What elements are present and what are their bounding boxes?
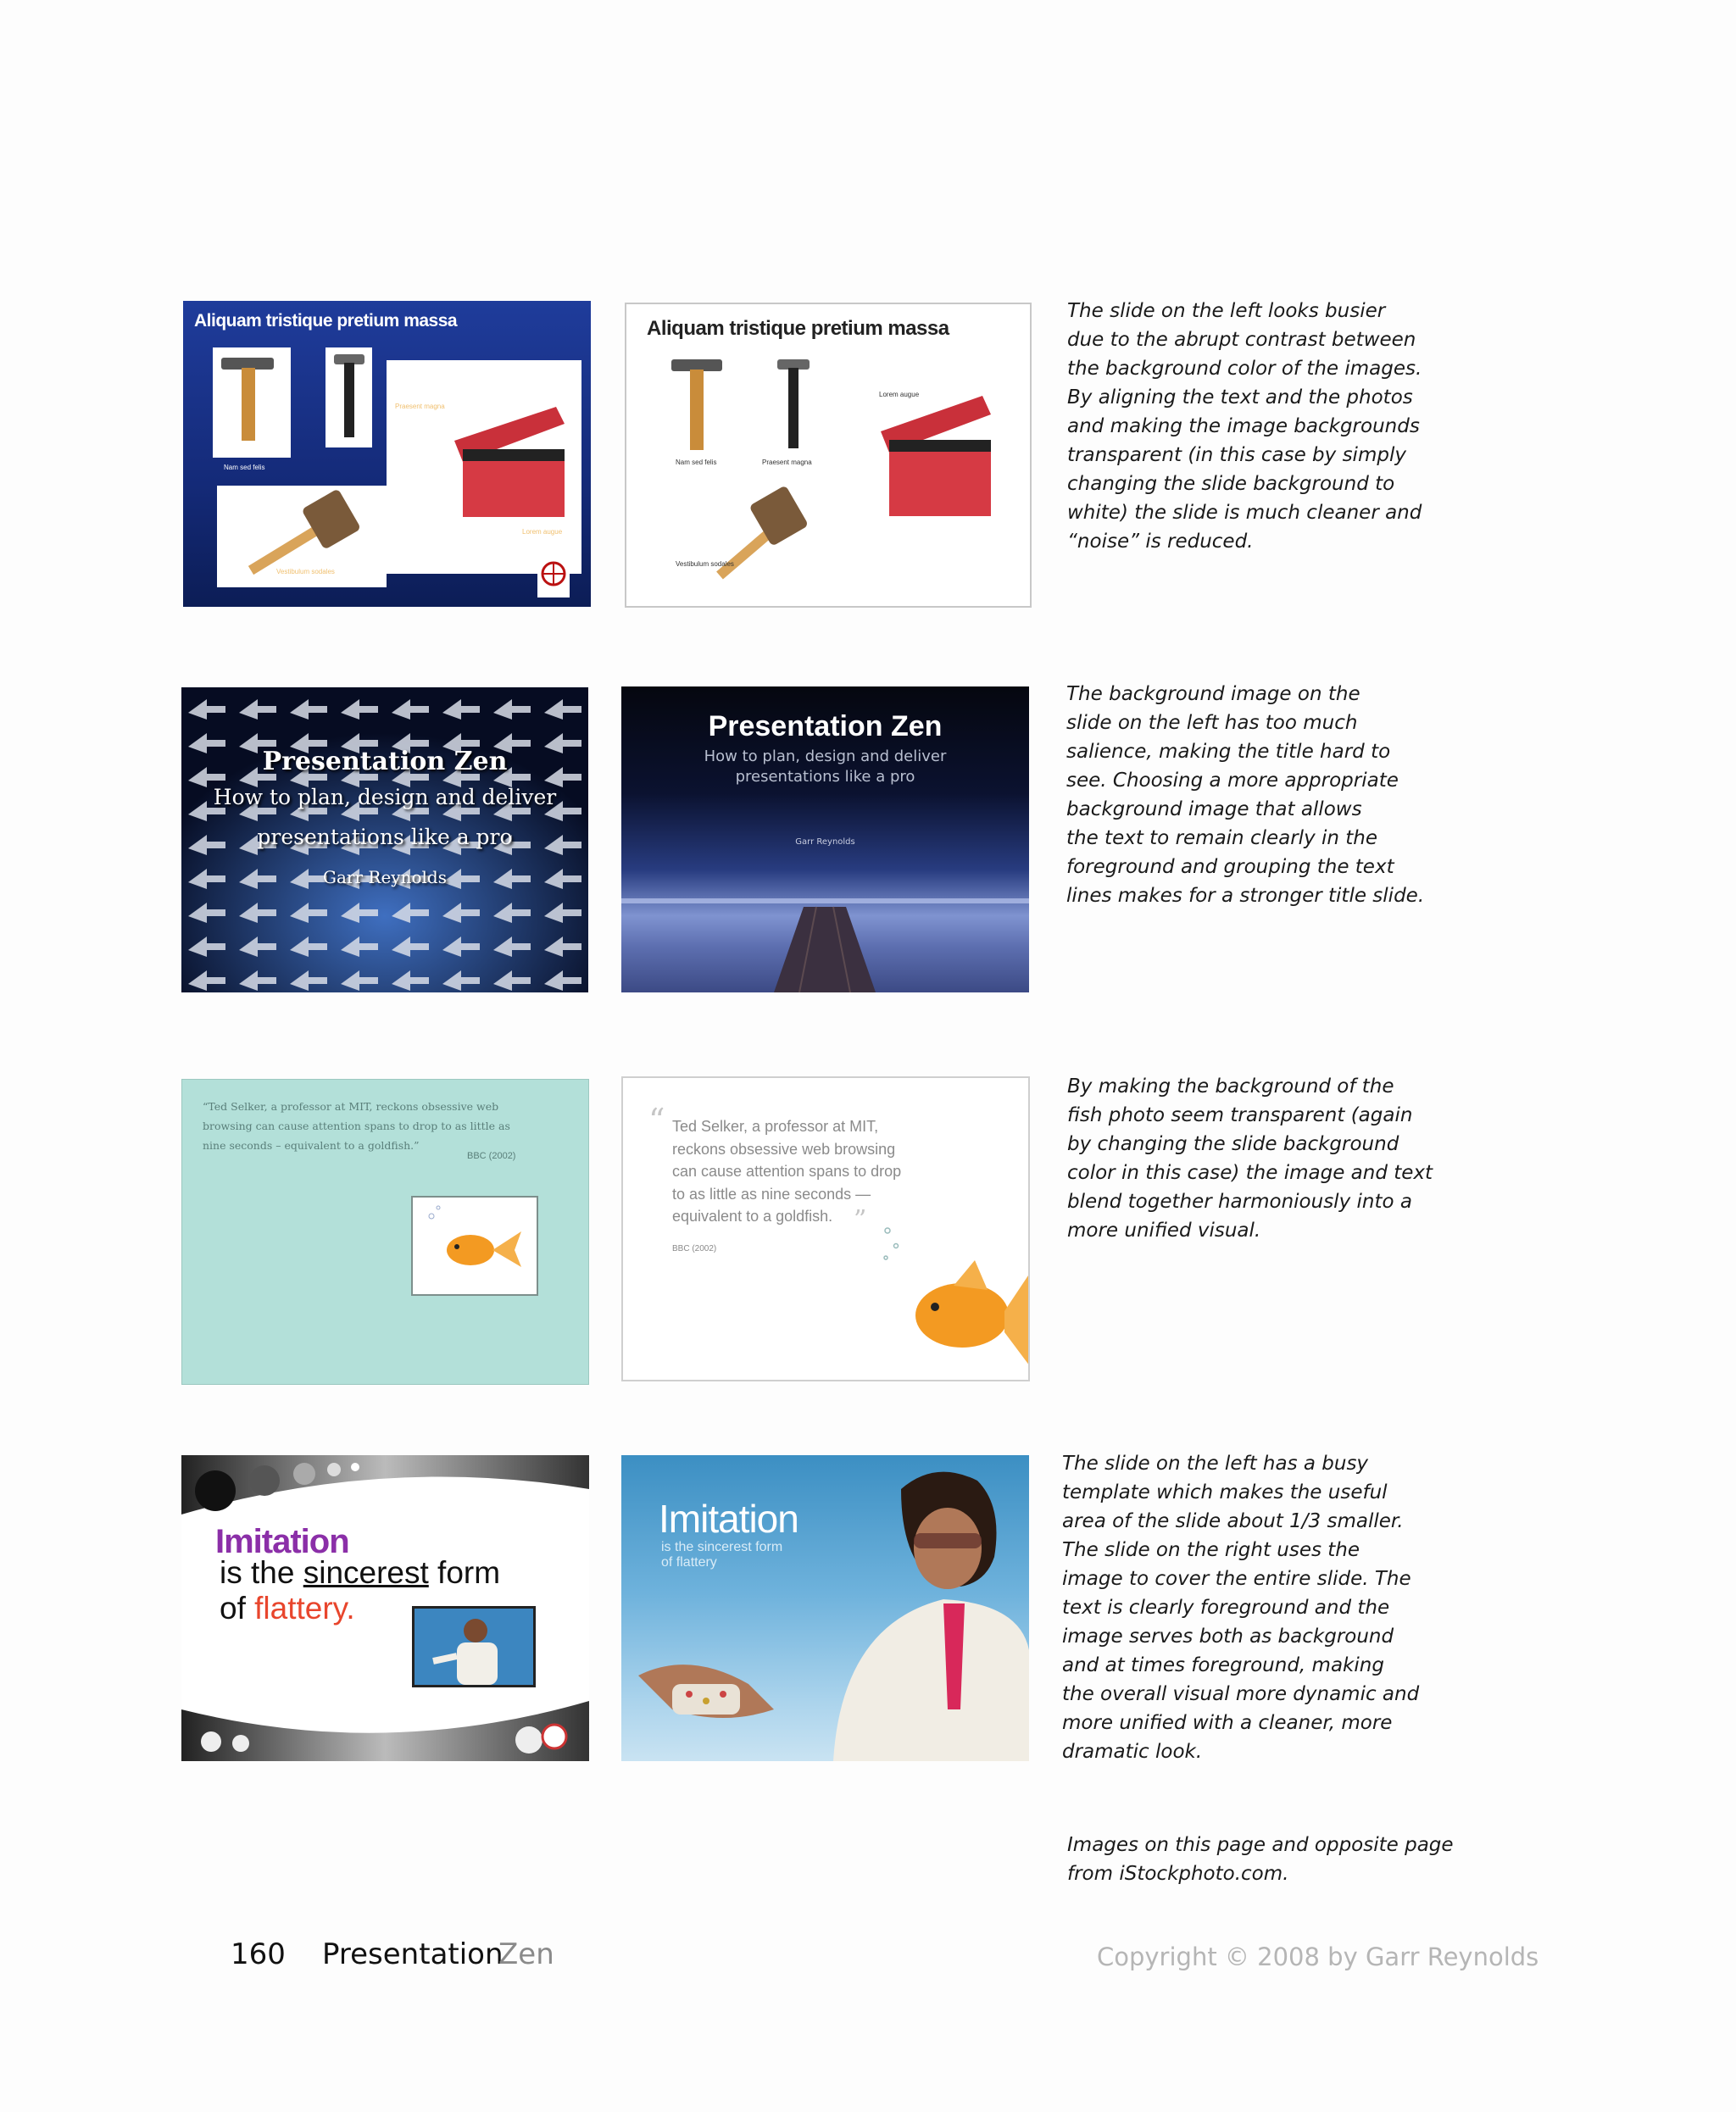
running-title-accent: Zen	[498, 1937, 554, 1971]
image-label: Vestibulum sodales	[276, 568, 335, 575]
slide-text-line: of flattery.	[220, 1591, 355, 1626]
open-quote-mark: “	[648, 1102, 665, 1139]
quote-text: Ted Selker, a professor at MIT, reckons obsessive web browsing can cause attention spans to drop to as little as nine seconds — equivalent to a goldfish.	[672, 1118, 902, 1225]
slide-subtitle: presentations like a pro	[735, 768, 915, 786]
quote-text: “Ted Selker, a professor at MIT, reckons obsessive web browsing can cause attention spans to drop to as little as nine seconds – equivalent to a goldfish.”	[203, 1100, 510, 1152]
slide-busy-imitation	[181, 1455, 589, 1761]
running-title: Presentation	[322, 1937, 504, 1971]
slide-busy-title	[181, 687, 588, 992]
hammer-icon	[213, 347, 291, 458]
image-label: Vestibulum sodales	[676, 560, 734, 568]
slide-subtitle: presentations like a pro	[257, 825, 513, 849]
image-label: Praesent magna	[762, 459, 812, 466]
mallet-icon	[686, 482, 838, 584]
image-label: Nam sed felis	[224, 464, 265, 471]
slide-author: Garr Reynolds	[795, 837, 855, 847]
page-number: 160	[231, 1937, 286, 1971]
slide-subtitle: How to plan, design and deliver	[704, 748, 947, 765]
slide-clean-tools	[625, 303, 1032, 608]
caption-row-3: By making the background of the fish photo seem transparent (again by changing the slide background color in this case) the image and text blend together harmoniously into a more unified visual.	[1067, 1075, 1433, 1242]
slide-busy-quote	[181, 1079, 589, 1385]
caption-row-4: The slide on the left has a busy template which makes the useful area of the slide about 1/3 smaller. The slide on the right uses the image to cover the entire slide. The text is clearly foreground and the image serves both as background and at times foreground, making the overall visual more dynamic and more unified with a cleaner, more dramatic look.	[1062, 1453, 1420, 1763]
person-icon	[415, 1609, 533, 1685]
caption-row-2: The background image on the slide on the left has too much salience, making the title hard to see. Choosing a more appropriate background image that allows the text to remain clearly in the foreground and grouping the text lines makes for a stronger title slide.	[1066, 683, 1425, 907]
slide-clean-imitation	[621, 1455, 1029, 1761]
slide-clean-quote	[621, 1076, 1030, 1381]
caption-row-1: The slide on the left looks busier due to the abrupt contrast between the background color of the images. By aligning the text and the photos and making the image backgrounds transparent (in this case by simply changing the slide background to white) the slide is much cleaner and “noise” is reduced.	[1067, 300, 1422, 553]
slide-title: Aliquam tristique pretium massa	[194, 311, 458, 331]
goldfish-icon	[413, 1198, 537, 1294]
toolbox-icon	[437, 381, 573, 525]
fish-photo	[411, 1196, 538, 1296]
slide-title: Aliquam tristique pretium massa	[647, 317, 949, 340]
quote-source: BBC (2002)	[672, 1244, 717, 1253]
close-quote-mark: ”	[854, 1205, 867, 1235]
elvis-thumbnail-photo	[412, 1606, 536, 1687]
slide-busy-tools	[183, 301, 591, 607]
copyright-notice: Copyright © 2008 by Garr Reynolds	[1097, 1942, 1539, 1971]
image-label: Praesent magna	[395, 403, 445, 410]
hammer-icon	[667, 355, 726, 457]
slide-author: Garr Reynolds	[323, 867, 447, 887]
slide-subtitle: is the sincerest form of flattery	[661, 1540, 783, 1570]
image-credit: Images on this page and opposite page from iStockphoto.com.	[1067, 1834, 1454, 1885]
logo-icon	[537, 557, 570, 597]
image-label: Nam sed felis	[676, 459, 717, 466]
slide-title: Imitation	[215, 1523, 349, 1560]
slide-title: Imitation	[659, 1497, 798, 1541]
quote-source: BBC (2002)	[467, 1151, 516, 1161]
slide-text-line: is the sincerest form	[220, 1555, 501, 1590]
pier-photo	[621, 890, 1029, 992]
slide-title: Presentation Zen	[262, 747, 508, 776]
hammer-icon	[326, 347, 372, 447]
hammer-icon	[772, 355, 815, 457]
slide-subtitle: How to plan, design and deliver	[213, 785, 557, 809]
goldfish-icon	[869, 1205, 1030, 1381]
image-label: Lorem augue	[879, 391, 920, 398]
image-label: Lorem augue	[522, 528, 563, 536]
slide-title: Presentation Zen	[708, 710, 943, 742]
slide-clean-title	[621, 686, 1029, 992]
